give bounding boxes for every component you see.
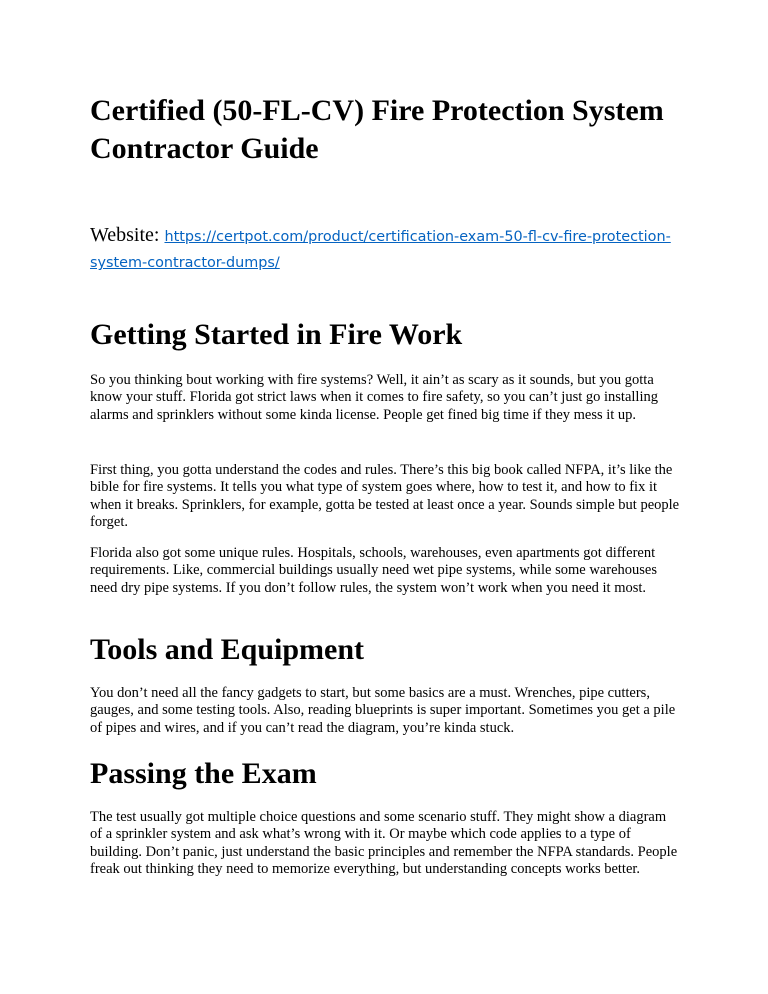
paragraph-exam-1: The test usually got multiple choice questions and some scenario stuff. They might show a diagram of a sprinkler system and ask what’s wrong with it. Or maybe which code applies to a type of building. Don’t panic, just understand the basic principles and remember the NFPA standards. People freak out thinking they need to memorize everything, but understanding concepts works better. — [90, 809, 678, 878]
website-line — [90, 223, 690, 275]
section-heading-exam: Passing the Exam — [90, 757, 317, 790]
paragraph-getting-started-1: So you thinking bout working with fire systems? Well, it ain’t as scary as it sounds, but you gotta know your stuff. Florida got strict laws when it comes to fire safety, so you can’t just go installing alarms and sprinklers without some kinda license. People get fined big time if they mess it up. — [90, 372, 658, 423]
website-label: Website: — [90, 224, 160, 246]
paragraph-tools-1: You don’t need all the fancy gadgets to start, but some basics are a must. Wrenches, pipe cutters, gauges, and some testing tools. Also, reading blueprints is super important. Sometimes you get a pile of pipes and wires, and if you can’t read the diagram, you’re kinda stuck. — [90, 685, 676, 736]
paragraph-getting-started-2: First thing, you gotta understand the codes and rules. There’s this big book called NFPA, it’s like the bible for fire systems. It tells you what type of system goes where, how to test it, and how to fix it when it breaks. Sprinklers, for example, gotta be tested at least once a year. Sounds simple but people forget. — [90, 462, 680, 531]
paragraph-getting-started-3: Florida also got some unique rules. Hospitals, schools, warehouses, even apartments got different requirements. Like, commercial buildings usually need wet pipe systems, while some warehouses need dry pipe systems. If you don’t follow rules, the system won’t work when you need it most. — [90, 545, 657, 596]
section-heading-tools: Tools and Equipment — [90, 633, 365, 666]
website-link[interactable]: https://certpot.com/product/certification-exam-50-fl-cv-fire-protection-system-contractor-dumps/ — [90, 229, 671, 271]
document-title: Certified (50-FL-CV) Fire Protection System Contractor Guide — [90, 94, 664, 165]
section-heading-getting-started: Getting Started in Fire Work — [90, 318, 463, 351]
